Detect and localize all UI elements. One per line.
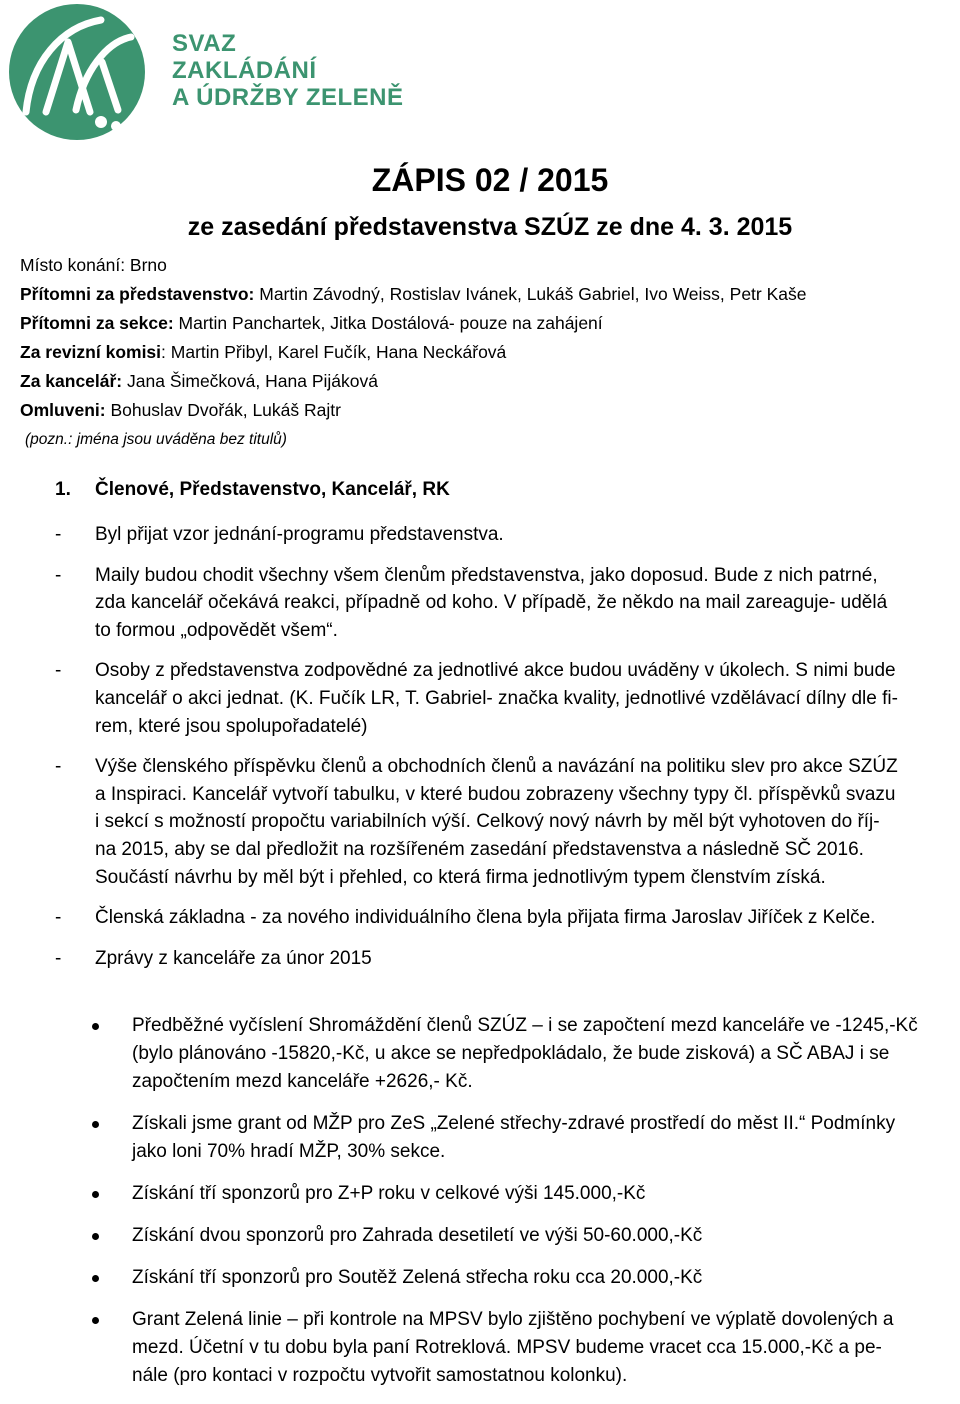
- meeting-info: [20, 251, 950, 454]
- sections-label: Přítomni za sekce:: [20, 313, 174, 333]
- section-title: Členové, Představenstvo, Kancelář, RK: [95, 479, 450, 500]
- bullet-list-item: [92, 1110, 960, 1166]
- bullet-dot-icon: [92, 1191, 99, 1198]
- office-label: Za kancelář:: [20, 371, 123, 391]
- bullet-item-line: Předběžné vyčíslení Shromáždění členů SZÚZ – i se započtení mezd kanceláře ve -1245,-Kč: [132, 1015, 918, 1036]
- bullet-list-item: [92, 1012, 960, 1096]
- info-office: [20, 367, 950, 396]
- bullet-item-line: započtením mezd kanceláře +2626,- Kč.: [132, 1071, 473, 1092]
- bullet-dot-icon: [92, 1233, 99, 1240]
- section-heading: [55, 476, 450, 504]
- audit-label: Za revizní komisi: [20, 342, 162, 362]
- document-title: ZÁPIS 02 / 2015: [371, 162, 609, 198]
- names-note: (pozn.: jména jsou uváděna bez titulů): [25, 431, 287, 448]
- place-label: Místo konání:: [20, 255, 126, 275]
- info-audit: [20, 338, 950, 367]
- bullet-item-line: mezd. Účetní v tu dobu byla paní Rotreklová. MPSV budeme vracet cca 15.000,-Kč a pe-: [132, 1337, 882, 1358]
- dash-item-line: to formou „odpovědět všem“.: [95, 619, 338, 641]
- bullet-item-line: Získání tří sponzorů pro Z+P roku v celkové výši 145.000,-Kč: [132, 1183, 646, 1204]
- leaf-logo-icon: [6, 2, 148, 142]
- dash-item-line: Zprávy z kanceláře za únor 2015: [95, 947, 372, 969]
- org-name-line: SVAZ: [172, 30, 237, 57]
- bullet-dot-icon: [92, 1023, 99, 1030]
- bullet-list: [92, 1012, 960, 1404]
- bullet-dot-icon: [92, 1317, 99, 1324]
- dash-list-item: [55, 657, 955, 740]
- place-value: Brno: [125, 255, 167, 275]
- board-value: Martin Závodný, Rostislav Ivánek, Lukáš Gabriel, Ivo Weiss, Petr Kaše: [254, 284, 807, 304]
- excused-value: Bohuslav Dvořák, Lukáš Rajtr: [105, 400, 341, 420]
- bullet-item-line: nále (pro kontaci v rozpočtu vytvořit samostatnou kolonku).: [132, 1365, 628, 1386]
- org-logo: [6, 2, 148, 142]
- dash-item-line: rem, které jsou spolupořadatelé): [95, 715, 368, 737]
- info-board: [20, 280, 950, 309]
- dash-item-line: zda kancelář očekává reakci, případně od koho. V případě, že někdo na mail zareaguje- udělá: [95, 592, 888, 614]
- audit-value: : Martin Přibyl, Karel Fučík, Hana Neckářová: [161, 342, 507, 362]
- dash-marker: -: [55, 947, 62, 969]
- dash-marker: -: [55, 564, 62, 586]
- org-name-line: A ÚDRŽBY ZELENĚ: [172, 84, 404, 111]
- bullet-list-item: [92, 1180, 960, 1208]
- bullet-list-item: [92, 1264, 960, 1292]
- dash-list-item: [55, 945, 955, 973]
- org-name: [172, 30, 404, 111]
- dash-marker: -: [55, 907, 62, 929]
- dash-list-item: [55, 521, 955, 549]
- document-subtitle: ze zasedání představenstva SZÚZ ze dne 4. 3. 2015: [187, 213, 793, 241]
- dash-marker: -: [55, 524, 62, 545]
- dash-list-item: [55, 904, 955, 932]
- bullet-item-line: jako loni 70% hradí MŽP, 30% sekce.: [132, 1141, 446, 1162]
- bullet-list-item: [92, 1222, 960, 1250]
- info-sections: [20, 309, 950, 338]
- dash-marker: -: [55, 756, 62, 778]
- bullet-item-line: (bylo plánováno -15820,-Kč, u akce se nepředpokládalo, že bude zisková) a SČ ABAJ i se: [132, 1043, 890, 1064]
- sections-value: Martin Panchartek, Jitka Dostálová- pouze na zahájení: [173, 313, 603, 333]
- dash-item-line: kancelář o akci jednat. (K. Fučík LR, T. Gabriel- značka kvality, jednotlivé vzdělávací dílny dle fi-: [95, 687, 898, 709]
- bullet-list-item: [92, 1306, 960, 1390]
- bullet-dot-icon: [92, 1121, 99, 1128]
- bullet-dot-icon: [92, 1275, 99, 1282]
- bullet-item-line: Grant Zelená linie – při kontrole na MPSV bylo zjištěno pochybení ve výplatě dovolených a: [132, 1309, 894, 1330]
- org-name-line: ZAKLÁDÁNÍ: [172, 57, 317, 84]
- bullet-item-line: Získání tří sponzorů pro Soutěž Zelená střecha roku cca 20.000,-Kč: [132, 1267, 703, 1288]
- dash-list: [55, 521, 955, 985]
- section-number: 1.: [55, 479, 71, 500]
- info-excused: [20, 396, 950, 425]
- dash-item-line: a Inspiraci. Kancelář vytvoří tabulku, v které budou zobrazeny všechny typy čl. příspěvků svazu: [95, 783, 896, 805]
- board-label: Přítomni za představenstvo:: [20, 284, 255, 304]
- dash-marker: -: [55, 660, 62, 682]
- excused-label: Omluveni:: [20, 400, 106, 420]
- dash-item-line: Součástí návrhu by měl být i přehled, co která firma jednotlivým typem členstvím získá.: [95, 866, 826, 888]
- dash-item-line: Osoby z představenstva zodpovědné za jednotlivé akce budou uváděny v úkolech. S nimi bude: [95, 660, 896, 682]
- dash-list-item: [55, 562, 955, 645]
- bullet-item-line: Získali jsme grant od MŽP pro ZeS „Zelené střechy-zdravé prostředí do měst II.“ Podmínky: [132, 1113, 896, 1134]
- dash-item-line: na 2015, aby se dal předložit na rozšířeném zasedání představenstva a následně SČ 2016.: [95, 838, 864, 860]
- dash-item-line: Maily budou chodit všechny všem členům představenstva, jako doposud. Bude z nich patrné,: [95, 564, 878, 586]
- office-value: Jana Šimečková, Hana Pijáková: [122, 371, 378, 391]
- dash-list-item: [55, 753, 955, 891]
- dash-item-line: Byl přijat vzor jednání-programu představenstva.: [95, 524, 504, 545]
- dash-item-line: Členská základna - za nového individuálního člena byla přijata firma Jaroslav Jiříček z Kelče.: [95, 907, 876, 929]
- bullet-item-line: Získání dvou sponzorů pro Zahrada desetiletí ve výši 50-60.000,-Kč: [132, 1225, 703, 1246]
- info-place: [20, 251, 950, 280]
- dash-item-line: Výše členského příspěvku členů a obchodních členů a navázání na politiku slev pro akce SZÚZ: [95, 756, 898, 778]
- dash-item-line: i sekcí s možností propočtu variabilních výší. Celkový nový návrh by měl být vyhotoven do říj-: [95, 811, 880, 833]
